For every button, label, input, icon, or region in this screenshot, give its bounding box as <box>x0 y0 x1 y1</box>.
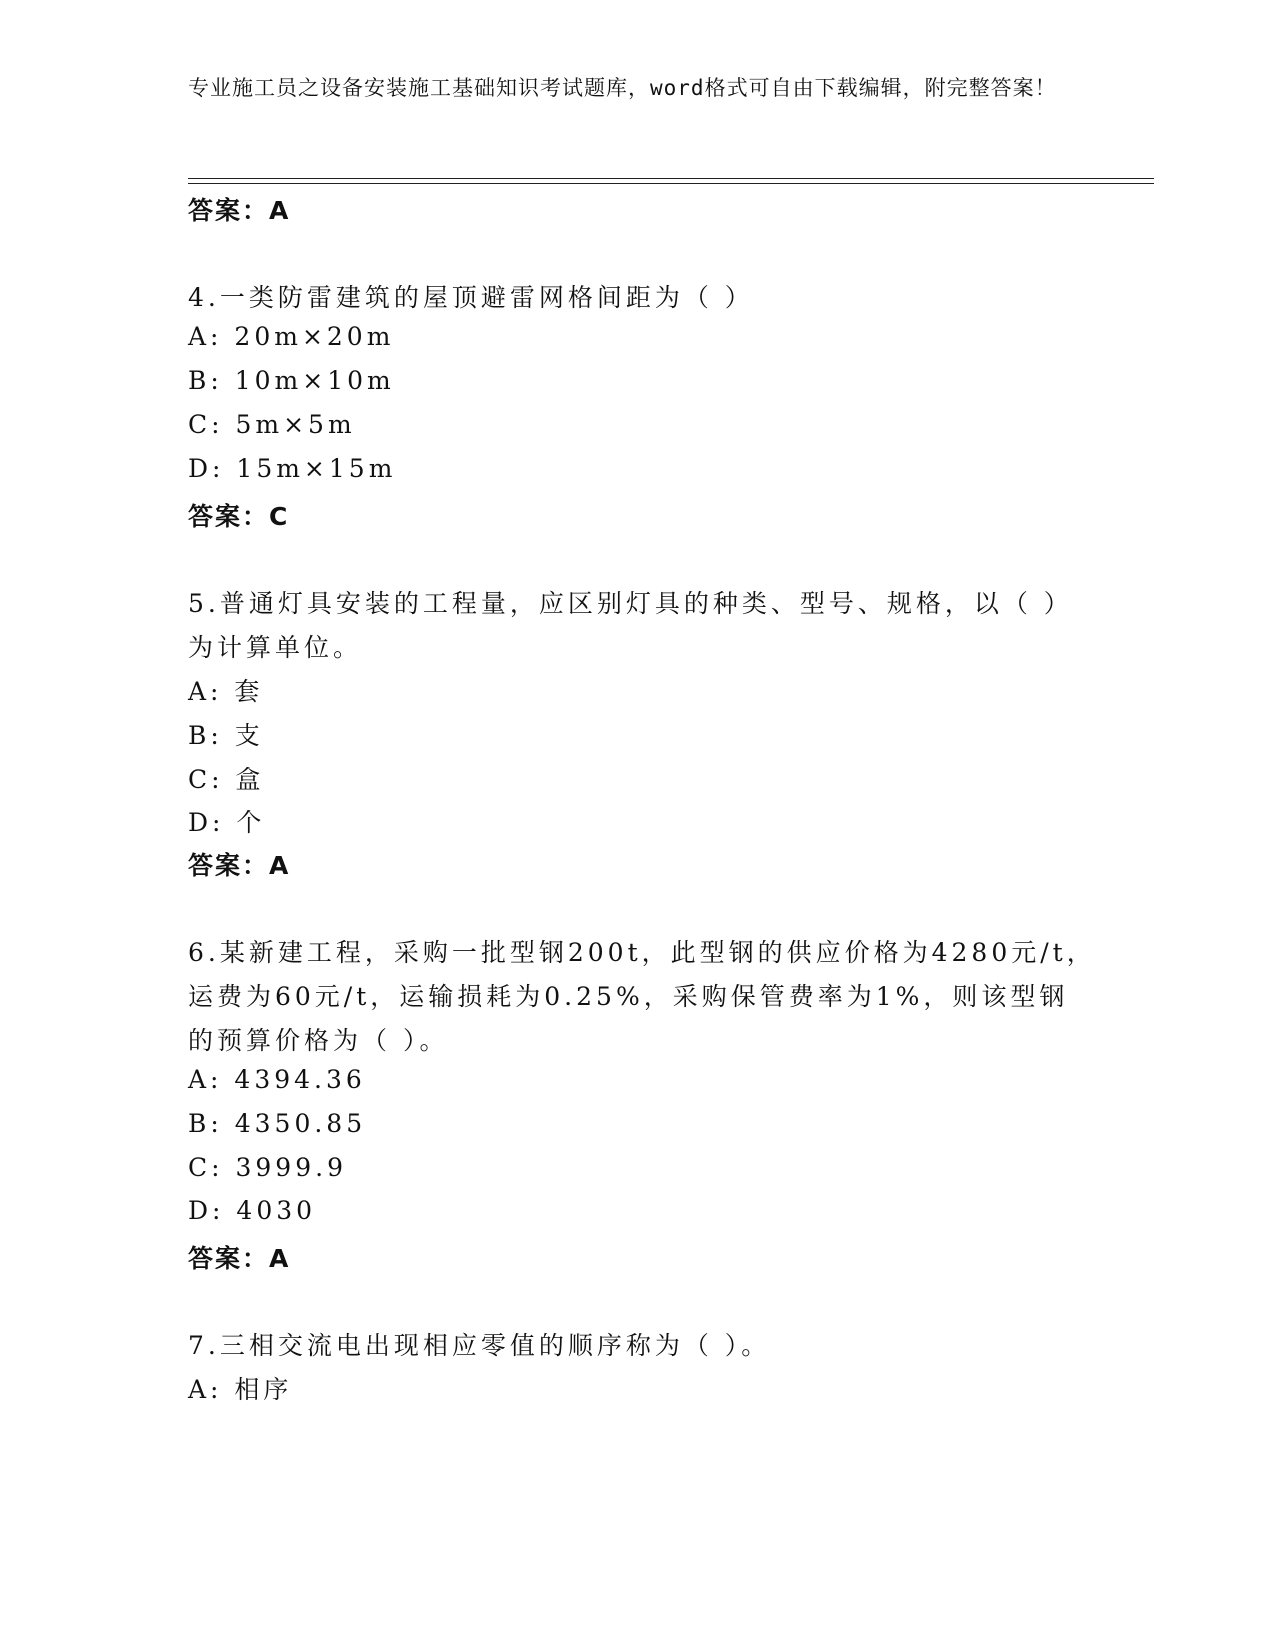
question-6-option-b: B: 4350.85 <box>188 1109 367 1138</box>
question-5-line-1: 5.普通灯具安装的工程量，应区别灯具的种类、型号、规格，以（ ） <box>188 589 1073 618</box>
question-6-option-c: C: 3999.9 <box>188 1153 347 1182</box>
question-5-option-a: A: 套 <box>188 677 264 706</box>
question-4-option-c: C: 5m×5m <box>188 410 356 439</box>
question-7-line-1: 7.三相交流电出现相应零值的顺序称为（ ）。 <box>188 1331 771 1360</box>
question-6-line-3: 的预算价格为（ ）。 <box>188 1026 449 1055</box>
answer-prev: 答案：A <box>188 196 291 225</box>
question-5-option-d: D: 个 <box>188 808 266 837</box>
question-6-line-2: 运费为60元/t，运输损耗为0.25%，采购保管费率为1%，则该型钢 <box>188 982 1069 1011</box>
question-6-line-1: 6.某新建工程，采购一批型钢200t，此型钢的供应价格为4280元/t， <box>188 938 1096 967</box>
document-header: 专业施工员之设备安装施工基础知识考试题库，word格式可自由下载编辑，附完整答案！ <box>188 76 1057 100</box>
question-4-option-b: B: 10m×10m <box>188 366 395 395</box>
question-5-option-c: C: 盒 <box>188 765 265 794</box>
header-divider-top <box>188 178 1154 179</box>
question-6-option-d: D: 4030 <box>188 1196 317 1225</box>
question-6-option-a: A: 4394.36 <box>188 1065 366 1094</box>
header-divider-bottom <box>188 183 1154 184</box>
question-5-line-2: 为计算单位。 <box>188 633 363 662</box>
question-5-option-b: B: 支 <box>188 721 264 750</box>
question-4-option-a: A: 20m×20m <box>188 322 395 351</box>
question-4-option-d: D: 15m×15m <box>188 454 397 483</box>
question-6-answer: 答案：A <box>188 1244 291 1273</box>
question-4-answer: 答案：C <box>188 502 290 531</box>
question-5-answer: 答案：A <box>188 851 291 880</box>
question-4-line-1: 4.一类防雷建筑的屋顶避雷网格间距为（ ） <box>188 283 754 312</box>
question-7-option-a: A: 相序 <box>188 1375 293 1404</box>
